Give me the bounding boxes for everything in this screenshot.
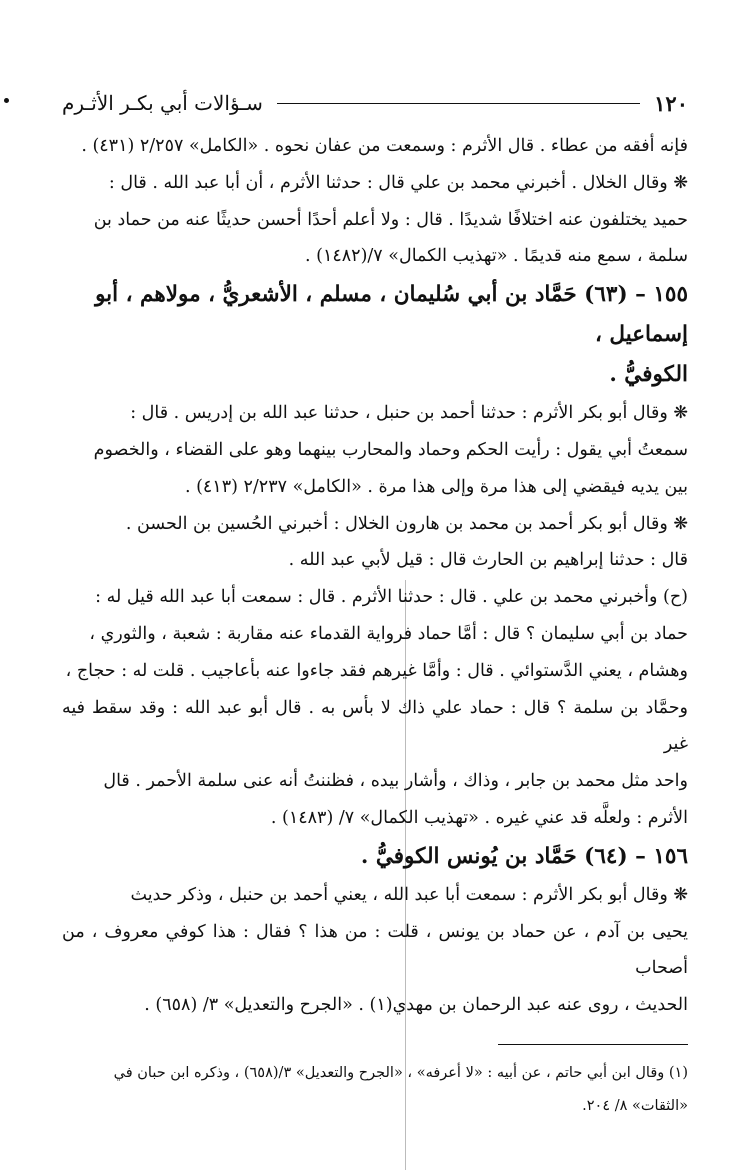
text-line: وحمَّاد بن سلمة ؟ قال : حماد علي ذاك لا بأس به . قال أبو عبد الله : وقد سقط فيه غير bbox=[62, 697, 688, 755]
document-page bbox=[62, 86, 688, 1123]
footnote-rule bbox=[498, 1044, 688, 1045]
page-edge-mark bbox=[4, 98, 9, 103]
entry-heading-155-cont: الكوفيُّ . bbox=[609, 362, 688, 388]
header-rule bbox=[277, 103, 640, 104]
text-line: (ح) وأخبرني محمد بن علي . قال : حدثنا الأثرم . قال : سمعت أبا عبد الله قيل له : bbox=[95, 587, 688, 608]
text-line: يحيى بن آدم ، عن حماد بن يونس ، قلت : من هذا ؟ فقال : هذا كوفي معروف ، من أصحاب bbox=[62, 921, 688, 979]
page-body bbox=[62, 128, 688, 1024]
text-line: ❋ وقال أبو بكر الأثرم : سمعت أبا عبد الله ، يعني أحمد بن حنبل ، وذكر حديث bbox=[130, 884, 688, 905]
footnote-line: (١) وقال ابن أبي حاتم ، عن أبيه : «لا أعرفه» ، «الجرح والتعديل» ٣/(٦٥٨) ، وذكره ابن حبان في bbox=[113, 1064, 688, 1081]
text-line: حماد بن أبي سليمان ؟ قال : أمَّا حماد فرواية القدماء عنه مقاربة : شعبة ، والثوري ، bbox=[89, 623, 688, 644]
text-line: سلمة ، سمع منه قديمًا . «تهذيب الكمال» ٧/(١٤٨٢) . bbox=[305, 246, 688, 267]
entry-heading-155: ١٥٥ – (٦٣) حَمَّاد بن أبي سُليمان ، مسلم ، الأشعريُّ ، مولاهم ، أبو إسماعيل ، bbox=[95, 282, 688, 348]
text-line: قال : حدثنا إبراهيم بن الحارث قال : قيل لأبي عبد الله . bbox=[288, 550, 688, 571]
page-number: ١٢٠ bbox=[654, 90, 688, 116]
book-title: سـؤالات أبي بكـر الأثـرم bbox=[62, 91, 263, 115]
text-line: ❋ وقال أبو بكر الأثرم : حدثنا أحمد بن حنبل ، حدثنا عبد الله بن إدريس . قال : bbox=[130, 403, 688, 424]
text-line: فإنه أفقه من عطاء . قال الأثرم : وسمعت من عفان نحوه . «الكامل» ٢/٢٥٧ (٤٣١) . bbox=[81, 136, 688, 156]
footnote-line: «الثقات» ٨/ ٢٠٤. bbox=[582, 1097, 688, 1114]
text-line: سمعتُ أبي يقول : رأيت الحكم وحماد والمحارب بينهما وهو على القضاء ، والخصوم bbox=[93, 439, 688, 460]
text-line: الأثرم : ولعلَّه قد عني غيره . «تهذيب الكمال» ٧/ (١٤٨٣) . bbox=[270, 807, 688, 828]
page-header bbox=[62, 86, 688, 120]
text-line: ❋ وقال الخلال . أخبرني محمد بن علي قال : حدثنا الأثرم ، أن أبا عبد الله . قال : bbox=[108, 172, 688, 193]
text-line: ❋ وقال أبو بكر أحمد بن محمد بن هارون الخلال : أخبرني الحُسين بن الحسن . bbox=[125, 513, 688, 534]
text-line: واحد مثل محمد بن جابر ، وذاك ، وأشار بيده ، فظننتُ أنه عنى سلمة الأحمر . قال bbox=[103, 771, 688, 792]
footnotes bbox=[62, 1057, 688, 1123]
text-line: بين يديه فيقضي إلى هذا مرة وإلى هذا مرة . «الكامل» ٢/٢٣٧ (٤١٣) . bbox=[184, 476, 688, 497]
text-line: حميد يختلفون عنه اختلافًا شديدًا . قال : ولا أعلم أحدًا أحسن حديثًا عنه من حماد بن bbox=[93, 209, 688, 230]
text-line: الحديث ، روى عنه عبد الرحمان بن مهدي(١) . «الجرح والتعديل» ٣/ (٦٥٨) . bbox=[144, 995, 688, 1016]
text-line: وهشام ، يعني الدَّستوائي . قال : وأمَّا غيرهم فقد جاءوا عنه بأعاجيب . قلت له : حجاج ، bbox=[65, 660, 688, 681]
entry-heading-156: ١٥٦ – (٦٤) حَمَّاد بن يُونس الكوفيُّ . bbox=[360, 843, 688, 869]
